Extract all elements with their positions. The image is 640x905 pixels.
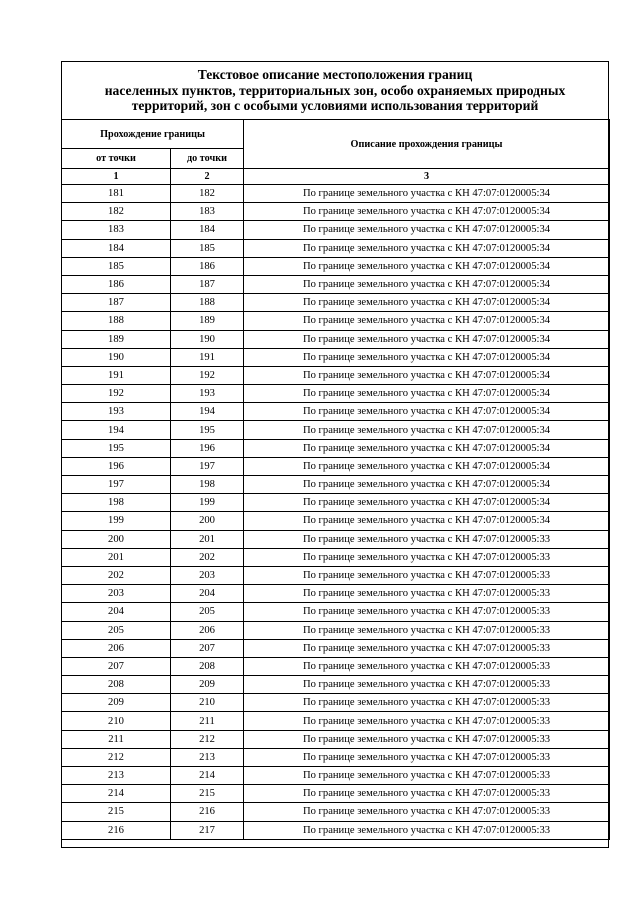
table-row <box>62 239 610 257</box>
cell-from-point: 213 <box>62 767 171 785</box>
cell-to-point: 183 <box>171 203 244 221</box>
table-row <box>62 457 610 475</box>
table-row <box>62 566 610 584</box>
cell-description: По границе земельного участка с КН 47:07:0120005:34 <box>244 257 610 275</box>
table-row <box>62 348 610 366</box>
cell-description: По границе земельного участка с КН 47:07:0120005:33 <box>244 712 610 730</box>
cell-from-point: 188 <box>62 312 171 330</box>
cell-to-point: 191 <box>171 348 244 366</box>
cell-from-point: 182 <box>62 203 171 221</box>
table-row <box>62 676 610 694</box>
cell-to-point: 185 <box>171 239 244 257</box>
table-row <box>62 548 610 566</box>
cell-description: По границе земельного участка с КН 47:07:0120005:33 <box>244 803 610 821</box>
cell-from-point: 205 <box>62 621 171 639</box>
cell-to-point: 206 <box>171 621 244 639</box>
cell-to-point: 200 <box>171 512 244 530</box>
cell-from-point: 216 <box>62 821 171 839</box>
cell-description: По границе земельного участка с КН 47:07:0120005:33 <box>244 676 610 694</box>
cell-to-point: 211 <box>171 712 244 730</box>
table-row <box>62 712 610 730</box>
header-from-point: от точки <box>62 149 171 169</box>
cell-description: По границе земельного участка с КН 47:07:0120005:34 <box>244 457 610 475</box>
cell-from-point: 200 <box>62 530 171 548</box>
cell-to-point: 186 <box>171 257 244 275</box>
cell-from-point: 192 <box>62 385 171 403</box>
cell-description: По границе земельного участка с КН 47:07:0120005:33 <box>244 767 610 785</box>
cell-to-point: 216 <box>171 803 244 821</box>
cell-description: По границе земельного участка с КН 47:07:0120005:33 <box>244 748 610 766</box>
table-row <box>62 585 610 603</box>
cell-from-point: 210 <box>62 712 171 730</box>
cell-to-point: 184 <box>171 221 244 239</box>
cell-description: По границе земельного участка с КН 47:07:0120005:34 <box>244 294 610 312</box>
cell-description: По границе земельного участка с КН 47:07:0120005:34 <box>244 348 610 366</box>
cell-to-point: 205 <box>171 603 244 621</box>
cell-from-point: 185 <box>62 257 171 275</box>
cell-to-point: 209 <box>171 676 244 694</box>
cell-to-point: 207 <box>171 639 244 657</box>
cell-description: По границе земельного участка с КН 47:07:0120005:34 <box>244 203 610 221</box>
cell-to-point: 214 <box>171 767 244 785</box>
cell-description: По границе земельного участка с КН 47:07:0120005:33 <box>244 603 610 621</box>
cell-from-point: 207 <box>62 657 171 675</box>
cell-from-point: 212 <box>62 748 171 766</box>
cell-from-point: 189 <box>62 330 171 348</box>
cell-to-point: 210 <box>171 694 244 712</box>
cell-description: По границе земельного участка с КН 47:07:0120005:33 <box>244 566 610 584</box>
document-title <box>61 61 609 120</box>
cell-from-point: 215 <box>62 803 171 821</box>
table-row <box>62 694 610 712</box>
table-row <box>62 621 610 639</box>
cell-to-point: 182 <box>171 185 244 203</box>
cell-description: По границе земельного участка с КН 47:07:0120005:34 <box>244 403 610 421</box>
table-row <box>62 748 610 766</box>
table-row <box>62 803 610 821</box>
cell-to-point: 202 <box>171 548 244 566</box>
cell-description: По границе земельного участка с КН 47:07:0120005:34 <box>244 512 610 530</box>
table-row <box>62 657 610 675</box>
cell-from-point: 194 <box>62 421 171 439</box>
boundary-table <box>61 119 610 840</box>
cell-description: По границе земельного участка с КН 47:07:0120005:34 <box>244 221 610 239</box>
cell-from-point: 190 <box>62 348 171 366</box>
table-row <box>62 221 610 239</box>
cell-from-point: 199 <box>62 512 171 530</box>
cell-to-point: 196 <box>171 439 244 457</box>
cell-to-point: 189 <box>171 312 244 330</box>
cell-description: По границе земельного участка с КН 47:07:0120005:33 <box>244 621 610 639</box>
column-number-1: 1 <box>62 169 171 185</box>
cell-to-point: 204 <box>171 585 244 603</box>
cell-description: По границе земельного участка с КН 47:07:0120005:34 <box>244 185 610 203</box>
cell-to-point: 187 <box>171 275 244 293</box>
column-number-3: 3 <box>244 169 610 185</box>
cell-from-point: 187 <box>62 294 171 312</box>
cell-to-point: 215 <box>171 785 244 803</box>
cell-from-point: 193 <box>62 403 171 421</box>
cell-from-point: 202 <box>62 566 171 584</box>
header-passage: Прохождение границы <box>62 120 244 149</box>
cell-description: По границе земельного участка с КН 47:07:0120005:33 <box>244 585 610 603</box>
cell-from-point: 203 <box>62 585 171 603</box>
cell-description: По границе земельного участка с КН 47:07:0120005:33 <box>244 530 610 548</box>
cell-from-point: 184 <box>62 239 171 257</box>
cell-from-point: 196 <box>62 457 171 475</box>
cell-description: По границе земельного участка с КН 47:07:0120005:34 <box>244 330 610 348</box>
header-description: Описание прохождения границы <box>244 120 610 169</box>
column-number-2: 2 <box>171 169 244 185</box>
cell-from-point: 214 <box>62 785 171 803</box>
cell-to-point: 192 <box>171 366 244 384</box>
table-row <box>62 494 610 512</box>
cell-description: По границе земельного участка с КН 47:07:0120005:34 <box>244 312 610 330</box>
table-row <box>62 385 610 403</box>
cell-to-point: 212 <box>171 730 244 748</box>
cell-description: По границе земельного участка с КН 47:07:0120005:34 <box>244 385 610 403</box>
table-row <box>62 275 610 293</box>
cell-description: По границе земельного участка с КН 47:07:0120005:34 <box>244 476 610 494</box>
cell-to-point: 217 <box>171 821 244 839</box>
cell-to-point: 213 <box>171 748 244 766</box>
table-row <box>62 821 610 839</box>
cell-from-point: 204 <box>62 603 171 621</box>
cell-to-point: 193 <box>171 385 244 403</box>
cell-from-point: 191 <box>62 366 171 384</box>
cell-to-point: 198 <box>171 476 244 494</box>
cell-from-point: 209 <box>62 694 171 712</box>
table-row <box>62 312 610 330</box>
cell-to-point: 199 <box>171 494 244 512</box>
table-row <box>62 730 610 748</box>
cell-from-point: 211 <box>62 730 171 748</box>
header-to-point: до точки <box>171 149 244 169</box>
cell-description: По границе земельного участка с КН 47:07:0120005:34 <box>244 275 610 293</box>
cell-from-point: 201 <box>62 548 171 566</box>
cell-description: По границе земельного участка с КН 47:07:0120005:34 <box>244 366 610 384</box>
cell-description: По границе земельного участка с КН 47:07:0120005:33 <box>244 694 610 712</box>
cell-to-point: 190 <box>171 330 244 348</box>
table-row <box>62 421 610 439</box>
table-row <box>62 476 610 494</box>
table-row <box>62 439 610 457</box>
cell-to-point: 188 <box>171 294 244 312</box>
cell-description: По границе земельного участка с КН 47:07:0120005:33 <box>244 639 610 657</box>
cell-description: По границе земельного участка с КН 47:07:0120005:34 <box>244 439 610 457</box>
cell-from-point: 195 <box>62 439 171 457</box>
table-row <box>62 512 610 530</box>
cell-description: По границе земельного участка с КН 47:07:0120005:33 <box>244 821 610 839</box>
table-row <box>62 257 610 275</box>
title-line-2: населенных пунктов, территориальных зон, особо охраняемых природных <box>104 82 566 98</box>
cell-from-point: 206 <box>62 639 171 657</box>
table-row <box>62 785 610 803</box>
cell-to-point: 194 <box>171 403 244 421</box>
cell-description: По границе земельного участка с КН 47:07:0120005:33 <box>244 657 610 675</box>
table-row <box>62 530 610 548</box>
cell-description: По границе земельного участка с КН 47:07:0120005:33 <box>244 730 610 748</box>
cell-from-point: 208 <box>62 676 171 694</box>
cell-description: По границе земельного участка с КН 47:07:0120005:34 <box>244 494 610 512</box>
table-row <box>62 639 610 657</box>
cell-description: По границе земельного участка с КН 47:07:0120005:34 <box>244 239 610 257</box>
cell-to-point: 197 <box>171 457 244 475</box>
cell-from-point: 198 <box>62 494 171 512</box>
table-body <box>62 185 610 840</box>
table-row <box>62 294 610 312</box>
table-row <box>62 603 610 621</box>
cell-to-point: 203 <box>171 566 244 584</box>
table-row <box>62 330 610 348</box>
cell-from-point: 197 <box>62 476 171 494</box>
table-row <box>62 203 610 221</box>
cell-to-point: 195 <box>171 421 244 439</box>
cell-description: По границе земельного участка с КН 47:07:0120005:33 <box>244 785 610 803</box>
table-row <box>62 403 610 421</box>
title-line-1: Текстовое описание местоположения границ <box>197 67 473 82</box>
table-row <box>62 185 610 203</box>
table-row <box>62 366 610 384</box>
cell-from-point: 186 <box>62 275 171 293</box>
cell-to-point: 208 <box>171 657 244 675</box>
cell-description: По границе земельного участка с КН 47:07:0120005:34 <box>244 421 610 439</box>
cell-description: По границе земельного участка с КН 47:07:0120005:33 <box>244 548 610 566</box>
cell-from-point: 183 <box>62 221 171 239</box>
title-line-3: территорий, зон с особыми условиями использования территорий <box>131 98 539 113</box>
cell-to-point: 201 <box>171 530 244 548</box>
table-row <box>62 767 610 785</box>
cell-from-point: 181 <box>62 185 171 203</box>
